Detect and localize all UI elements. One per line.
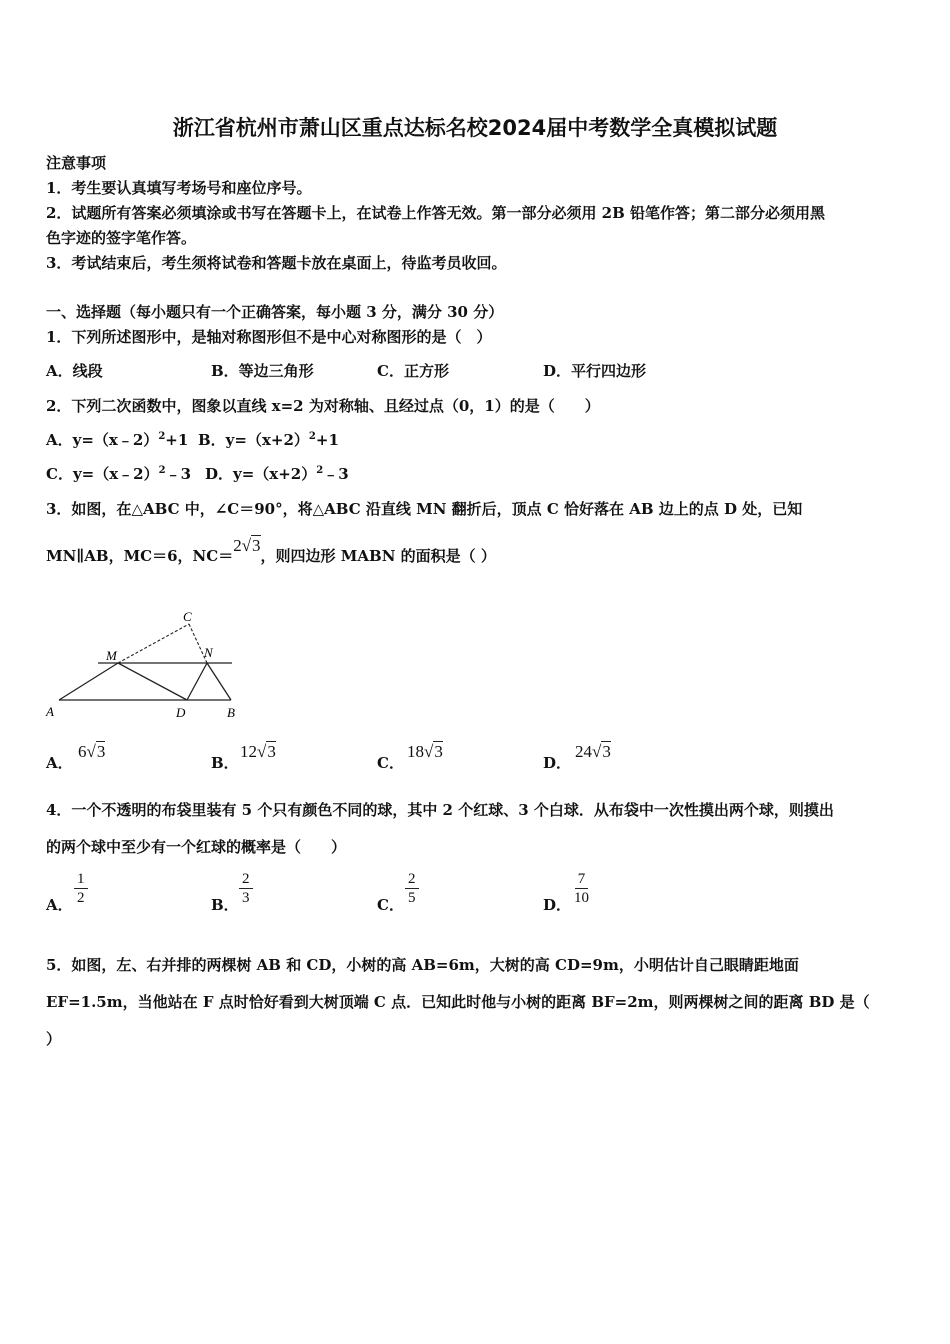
q1-stem: 1．下列所述图形中，是轴对称图形但不是中心对称图形的是（ ） (46, 328, 492, 346)
label-b: B (227, 705, 235, 720)
page-title: 浙江省杭州市萧山区重点达标名校2024届中考数学全真模拟试题 (172, 116, 778, 140)
label-m: M (106, 648, 117, 663)
q4-option-d-letter: D． (543, 896, 572, 914)
q3-option-b-letter: B． (211, 754, 239, 772)
q1-option-c: C．正方形 (377, 362, 449, 380)
label-c: C (183, 609, 192, 624)
q4-stem-line2: 的两个球中至少有一个红球的概率是（ ） (46, 838, 347, 856)
q4-option-d-value: $\frac{7}{10}$ (574, 871, 589, 906)
q4-option-a-value: $\frac{1}{2}$ (74, 870, 88, 907)
q2-stem: 2．下列二次函数中，图象以直线 x=2 为对称轴、且经过点（0，1）的是（ ） (46, 397, 600, 415)
notice-item: 2．试题所有答案必须填涂或书写在答题卡上，在试卷上作答无效。第一部分必须用 2B 铅笔作答；第二部分必须用黑 (46, 204, 826, 222)
q5-stem-line2: EF=1.5m，当他站在 F 点时恰好看到大树顶端 C 点．已知此时他与小树的距离 BF=2m，则两棵树之间的距离 BD 是（ (46, 993, 870, 1011)
notice-item: 色字迹的签字笔作答。 (46, 229, 197, 247)
segment-md (118, 663, 187, 700)
label-n: N (204, 645, 213, 660)
q3-stem-line2: MN∥AB，MC＝6，NC＝2√3，则四边形 MABN 的面积是（ ） (46, 536, 496, 565)
segment-am (59, 663, 118, 700)
q4-option-c-value: $\frac{2}{5}$ (405, 870, 419, 907)
notice-item: 1．考生要认真填写考场号和座位序号。 (46, 179, 312, 197)
q1-option-b: B．等边三角形 (211, 362, 314, 380)
q4-option-a-letter: A． (46, 896, 73, 914)
label-a: A (46, 704, 54, 719)
q2-option-b: B．$y=(x+2)^2+1$ (198, 431, 339, 449)
section-heading: 一、选择题（每小题只有一个正确答案，每小题 3 分，满分 30 分） (46, 303, 504, 321)
dashed-mc (118, 624, 189, 663)
q5-stem-line3: ） (46, 1030, 62, 1048)
nc-value: 2√3 (233, 536, 261, 555)
q2-option-a: A．y=（x﹣2）$^2$+1 (46, 431, 189, 449)
notice-item: 3．考试结束后，考生须将试卷和答题卡放在桌面上，待监考员收回。 (46, 254, 507, 272)
segment-dn (187, 663, 207, 700)
q3-stem-line1: 3．如图，在△ABC 中，∠C＝90°，将△ABC 沿直线 MN 翻折后，顶点 C 恰好落在 AB 边上的点 D 处，已知 (46, 500, 803, 518)
q3-option-d-value: 24√3 (575, 742, 611, 761)
q4-stem-line1: 4．一个不透明的布袋里装有 5 个只有颜色不同的球，其中 2 个红球、3 个白球．从布袋中一次性摸出两个球，则摸出 (46, 801, 834, 819)
q3-option-a-value: 6√3 (78, 742, 106, 761)
q3-figure (44, 606, 244, 722)
q2-option-c: C．y=（x﹣2）$^2$﹣3 (46, 465, 192, 483)
q4-option-c-letter: C． (377, 896, 404, 914)
q2-option-d: D．$y=(x+2)^2﹣3$ (205, 465, 349, 483)
q3-option-d-letter: D． (543, 754, 572, 772)
q4-option-b-value: $\frac{2}{3}$ (239, 870, 253, 907)
q1-option-d: D．平行四边形 (543, 362, 647, 380)
q1-option-a: A．线段 (46, 362, 103, 380)
notice-heading: 注意事项 (46, 154, 107, 172)
label-d: D (176, 705, 186, 720)
q3-option-b-value: 12√3 (240, 742, 276, 761)
q5-stem-line1: 5．如图，左、右并排的两棵树 AB 和 CD，小树的高 AB=6m，大树的高 CD=9m，小明估计自己眼睛距地面 (46, 956, 799, 974)
q3-option-c-letter: C． (377, 754, 404, 772)
q3-option-a-letter: A． (46, 754, 73, 772)
q4-option-b-letter: B． (211, 896, 239, 914)
segment-nb (207, 663, 231, 700)
q3-option-c-value: 18√3 (407, 742, 443, 761)
